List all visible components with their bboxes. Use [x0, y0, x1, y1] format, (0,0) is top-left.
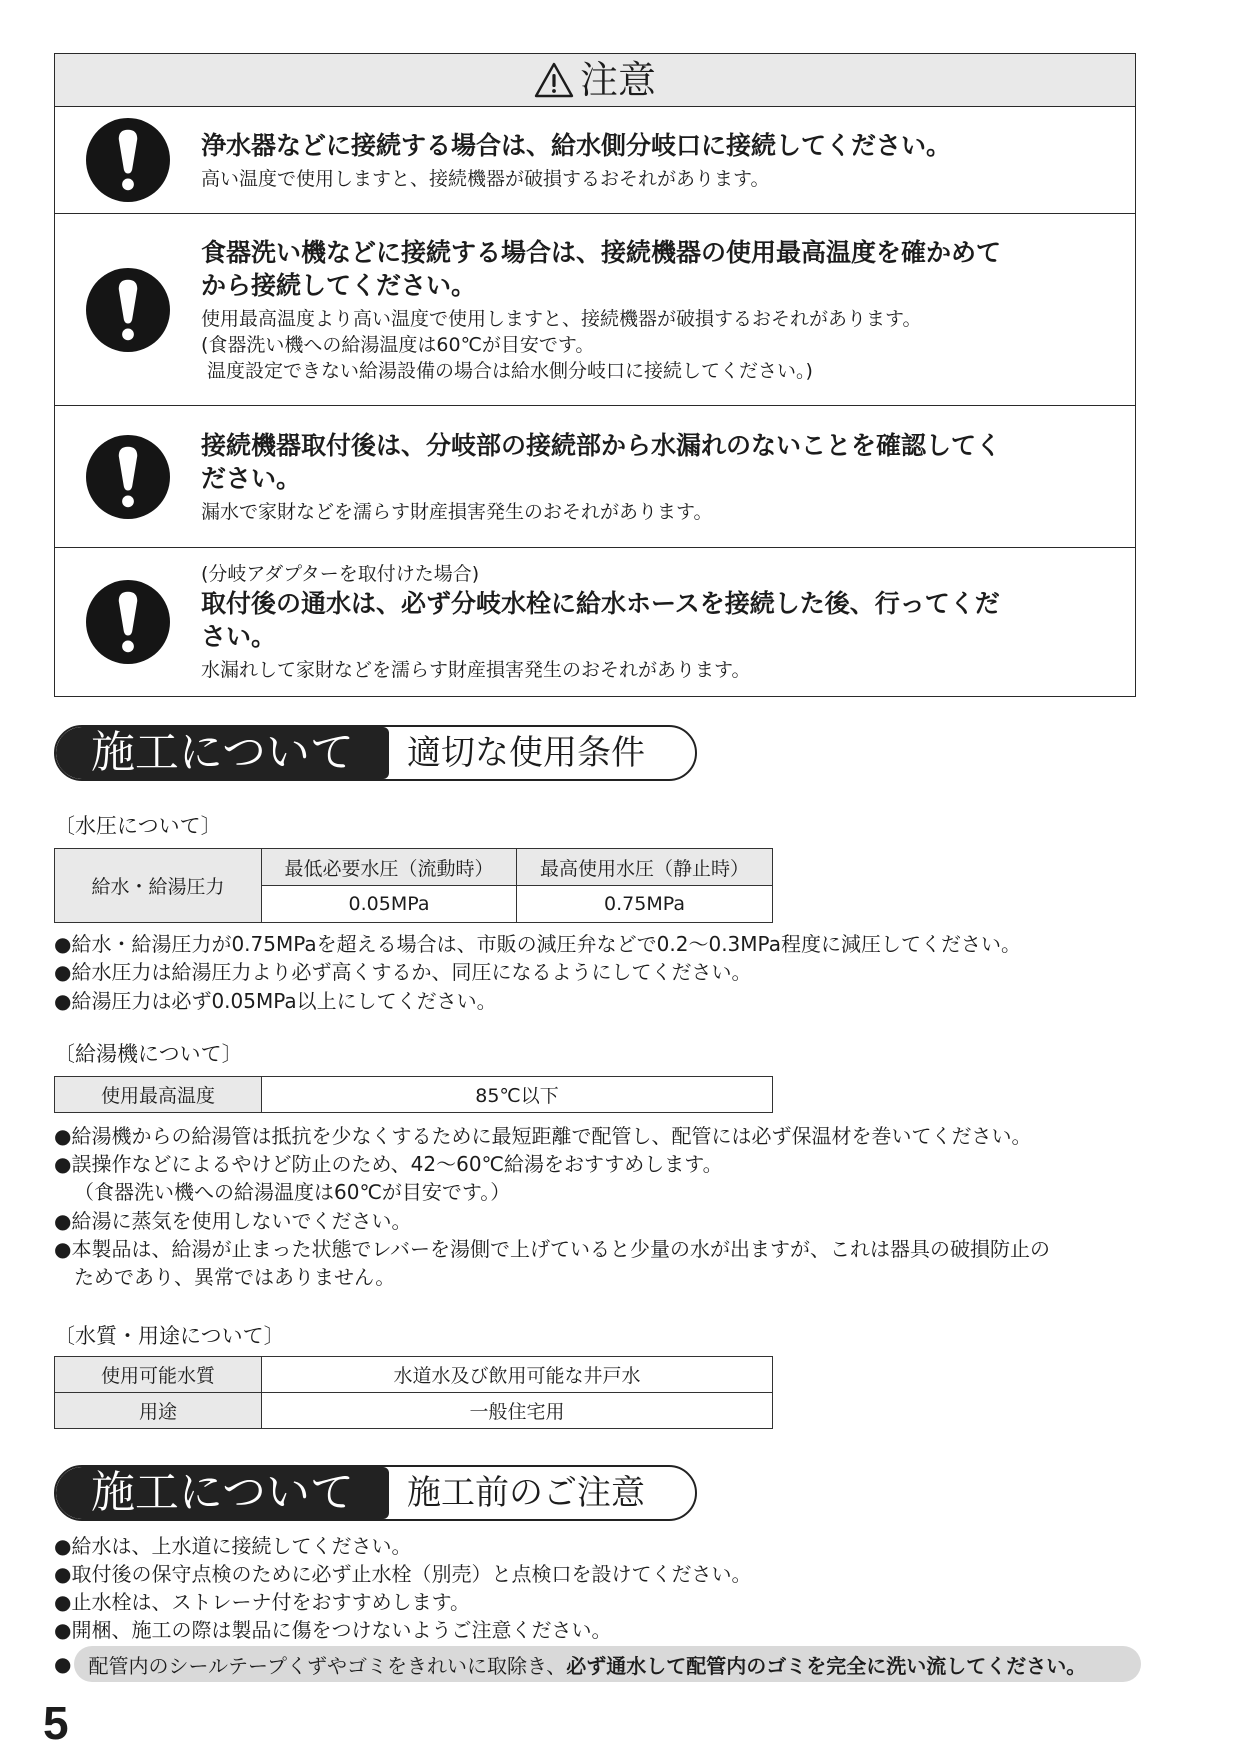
caution-icon-cell [55, 268, 201, 352]
section-header-precautions [54, 1465, 697, 1521]
table-cell: 0.05MPa [262, 886, 517, 923]
caution-heading: 食器洗い機などに接続する場合は、接続機器の使用最高温度を確かめて [201, 237, 1002, 267]
highlight-emphasis: 必ず通水して配管内のゴミを完全に洗い流してください。 [566, 1653, 1087, 1678]
list-item: ● 給水・給湯圧力が0.75MPaを超える場合は、市販の減圧弁などで0.2～0.3MPa程度に減圧してください。 [54, 930, 1021, 958]
water-pressure-bullets [54, 930, 1021, 1015]
table-cell: 0.75MPa [517, 886, 773, 923]
list-item: ● 給水圧力は給湯圧力より必ず高くするか、同圧になるようにしてください。 [54, 958, 1021, 986]
caution-title: 注意 [579, 58, 656, 102]
table-cell: 一般住宅用 [262, 1393, 773, 1429]
list-item: ● 本製品は、給湯が止まった状態でレバーを湯側で上げていると少量の水が出ますが、これは器具の破損防止の [54, 1235, 1050, 1263]
caution-note: 温度設定できない給湯設備の場合は給水側分岐口に接続してください。) [207, 359, 813, 382]
list-item-continuation: ためであり、異常ではありません。 [74, 1265, 396, 1290]
section-subtitle: 施工前のご注意 [407, 1473, 645, 1513]
exclamation-circle-icon [86, 435, 170, 519]
water-quality-table [54, 1356, 773, 1429]
caution-heading: から接続してください。 [201, 270, 477, 300]
table-row-label: 給水・給湯圧力 [55, 849, 262, 923]
water-pressure-heading: 〔水圧について〕 [54, 814, 222, 838]
section-label: 施工について [56, 727, 389, 779]
caution-heading: 接続機器取付後は、分岐部の接続部から水漏れのないことを確認してく [201, 430, 1002, 460]
list-item: ● 給湯圧力は必ず0.05MPa以上にしてください。 [54, 987, 1021, 1015]
list-item: ● 開梱、施工の際は製品に傷をつけないようご注意ください。 [54, 1616, 751, 1644]
caution-heading: さい。 [201, 621, 277, 651]
list-item: ● 給水は、上水道に接続してください。 [54, 1532, 751, 1560]
caution-item [55, 214, 1135, 406]
table-cell: 85℃以下 [262, 1077, 773, 1113]
caution-text [201, 429, 1135, 525]
caution-icon-cell [55, 118, 201, 202]
caution-text [201, 561, 1135, 683]
caution-header [55, 54, 1135, 107]
caution-note: 高い温度で使用しますと、接続機器が破損するおそれがあります。 [201, 167, 770, 190]
warning-triangle-icon [534, 62, 574, 98]
caution-note: 漏水で家財などを濡らす財産損害発生のおそれがあります。 [201, 500, 713, 523]
caution-note: (食器洗い機への給湯温度は60℃が目安です。 [201, 333, 595, 356]
exclamation-circle-icon [86, 268, 170, 352]
water-heater-table [54, 1076, 773, 1113]
page-number: 5 [43, 1697, 69, 1749]
caution-text [201, 129, 1135, 192]
caution-box [54, 53, 1136, 697]
water-quality-heading: 〔水質・用途について〕 [54, 1324, 285, 1348]
caution-item [55, 107, 1135, 214]
list-item: ● 誤操作などによるやけど防止のため、42～60℃給湯をおすすめします。 [54, 1150, 1050, 1178]
caution-item [55, 548, 1135, 695]
highlight-text: 配管内のシールテープくずやゴミをきれいに取除き、 [88, 1653, 567, 1678]
caution-icon-cell [55, 580, 201, 664]
table-cell: 水道水及び飲用可能な井戸水 [262, 1357, 773, 1393]
table-column-header: 最高使用水圧（静止時） [517, 849, 773, 886]
table-row-label: 用途 [55, 1393, 262, 1429]
list-item: ● 取付後の保守点検のために必ず止水栓（別売）と点検口を設けてください。 [54, 1560, 751, 1588]
caution-text [201, 236, 1135, 384]
caution-heading: 浄水器などに接続する場合は、給水側分岐口に接続してください。 [201, 130, 952, 160]
table-column-header: 最低必要水圧（流動時） [262, 849, 517, 886]
table-row-label: 使用可能水質 [55, 1357, 262, 1393]
list-item-continuation: （食器洗い機への給湯温度は60℃が目安です。） [74, 1180, 511, 1205]
list-item: ● 給湯に蒸気を使用しないでください。 [54, 1207, 1050, 1235]
section-header-conditions [54, 725, 697, 781]
caution-item [55, 406, 1135, 548]
caution-icon-cell [55, 435, 201, 519]
section-label: 施工について [56, 1467, 389, 1519]
caution-heading: 取付後の通水は、必ず分岐水栓に給水ホースを接続した後、行ってくだ [201, 588, 1000, 618]
exclamation-circle-icon [86, 580, 170, 664]
list-item: ● 止水栓は、ストレーナ付をおすすめします。 [54, 1588, 751, 1616]
caution-note: 水漏れして家財などを濡らす財産損害発生のおそれがあります。 [201, 658, 751, 681]
caution-heading: ださい。 [201, 463, 302, 493]
exclamation-circle-icon [86, 118, 170, 202]
highlight-box [74, 1646, 1141, 1682]
list-item: ● 給湯機からの給湯管は抵抗を少なくするために最短距離で配管し、配管には必ず保温材を巻いてください。 [54, 1122, 1050, 1150]
water-pressure-table [54, 848, 773, 923]
precaution-bullets [54, 1532, 751, 1644]
highlighted-list-item [54, 1646, 1141, 1682]
water-heater-heading: 〔給湯機について〕 [54, 1042, 243, 1066]
table-row-label: 使用最高温度 [55, 1077, 262, 1113]
caution-note: 使用最高温度より高い温度で使用しますと、接続機器が破損するおそれがあります。 [201, 307, 922, 330]
section-subtitle: 適切な使用条件 [407, 733, 645, 773]
bullet-icon [54, 1652, 71, 1676]
caution-condition: (分岐アダプターを取付けた場合) [201, 562, 480, 585]
water-heater-bullets [54, 1122, 1050, 1291]
